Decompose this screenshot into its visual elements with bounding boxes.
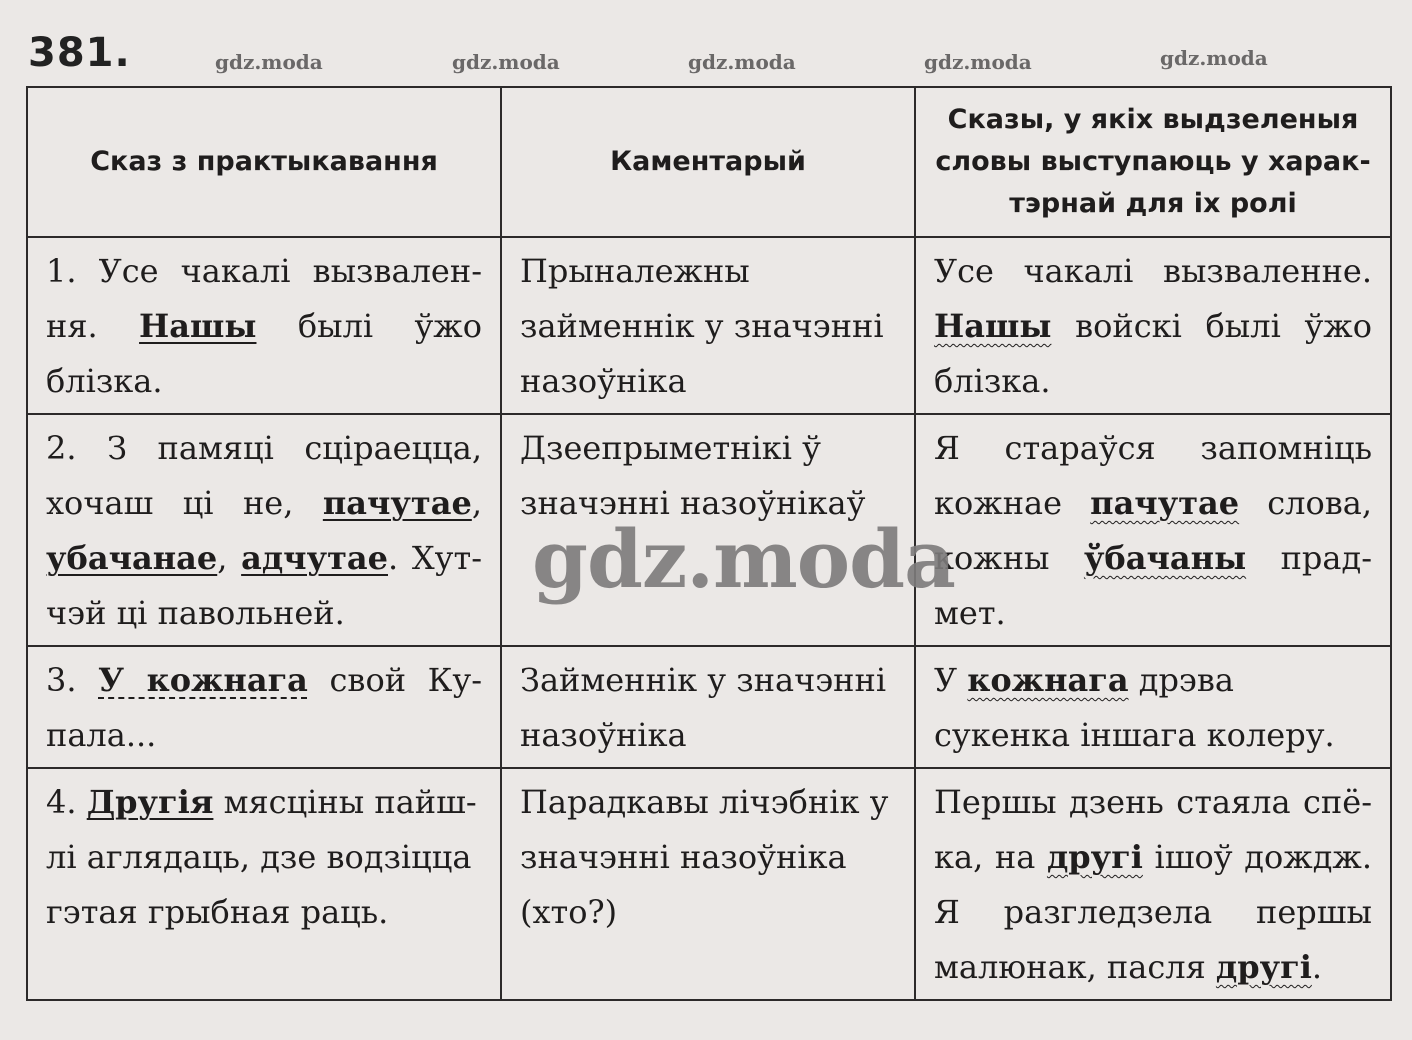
row3-sentence: 3. У кожнага свой Ку-пала... bbox=[27, 646, 501, 768]
row3-example: У кожнага дрэва сукенка іншага колеру. bbox=[915, 646, 1391, 768]
row4-sentence: 4. Другія мясціны пайш-лі аглядаць, дзе водзіцца гэтая грыбная раць. bbox=[27, 768, 501, 1000]
highlighted-word: другі bbox=[1046, 838, 1143, 876]
header-sentence: Сказ з практыкавання bbox=[27, 87, 501, 237]
row4-comment: Парадкавы лічэбнік у значэнні назоўніка (хто?) bbox=[501, 768, 915, 1000]
row1-comment: Прыналежны займеннік у значэнні назоўніка bbox=[501, 237, 915, 414]
header-comment: Каментарый bbox=[501, 87, 915, 237]
row4-example: Першы дзень стаяла спё-ка, на другі ішоў дождж. Я разгледзела першы малюнак, пасля другі. bbox=[915, 768, 1391, 1000]
watermark-4: gdz.moda bbox=[924, 50, 1032, 74]
row3-comment: Займеннік у значэнні назоўніка bbox=[501, 646, 915, 768]
highlighted-word: У кожнага bbox=[98, 661, 308, 699]
highlighted-word: адчутае bbox=[241, 539, 388, 577]
watermark-2: gdz.moda bbox=[452, 50, 560, 74]
table-row bbox=[27, 768, 1391, 1000]
highlighted-word: Нашы bbox=[934, 307, 1052, 345]
highlighted-word: пачутае bbox=[1090, 484, 1240, 522]
center-watermark: gdz.moda bbox=[532, 512, 955, 606]
highlighted-word: Нашы bbox=[139, 307, 257, 345]
table-row bbox=[27, 237, 1391, 414]
watermark-1: gdz.moda bbox=[215, 50, 323, 74]
highlighted-word: Другія bbox=[86, 783, 214, 821]
row2-example: Я стараўся запомніць кожнае пачутае слова, кожны ўбачаны прад-мет. bbox=[915, 414, 1391, 646]
table-header-row bbox=[27, 87, 1391, 237]
row2-sentence: 2. З памяці сціраецца, хочаш ці не, пачутае, убачанае, адчутае. Хут-чэй ці павольней. bbox=[27, 414, 501, 646]
header-examples: Сказы, у якіх выдзеленыя словы выступаюць у харак-тэрнай для іх ролі bbox=[915, 87, 1391, 237]
highlighted-word: пачутае bbox=[322, 484, 472, 522]
highlighted-word: кожнага bbox=[967, 661, 1129, 699]
highlighted-word: ўбачаны bbox=[1083, 539, 1247, 577]
highlighted-word: убачанае bbox=[46, 539, 218, 577]
row1-example: Усе чакалі вызваленне. Нашы войскі былі ўжо блізка. bbox=[915, 237, 1391, 414]
table-row bbox=[27, 414, 1391, 646]
row2-comment: Дзеепрыметнікі ў значэнні назоўнікаў bbox=[501, 414, 915, 646]
table-row bbox=[27, 646, 1391, 768]
watermark-5: gdz.moda bbox=[1160, 46, 1268, 70]
row1-sentence: 1. Усе чакалі вызвален-ня. Нашы былі ўжо блізка. bbox=[27, 237, 501, 414]
exercise-table bbox=[26, 86, 1392, 1001]
highlighted-word: другі bbox=[1215, 948, 1312, 986]
exercise-number: 381. bbox=[28, 30, 131, 76]
watermark-3: gdz.moda bbox=[688, 50, 796, 74]
